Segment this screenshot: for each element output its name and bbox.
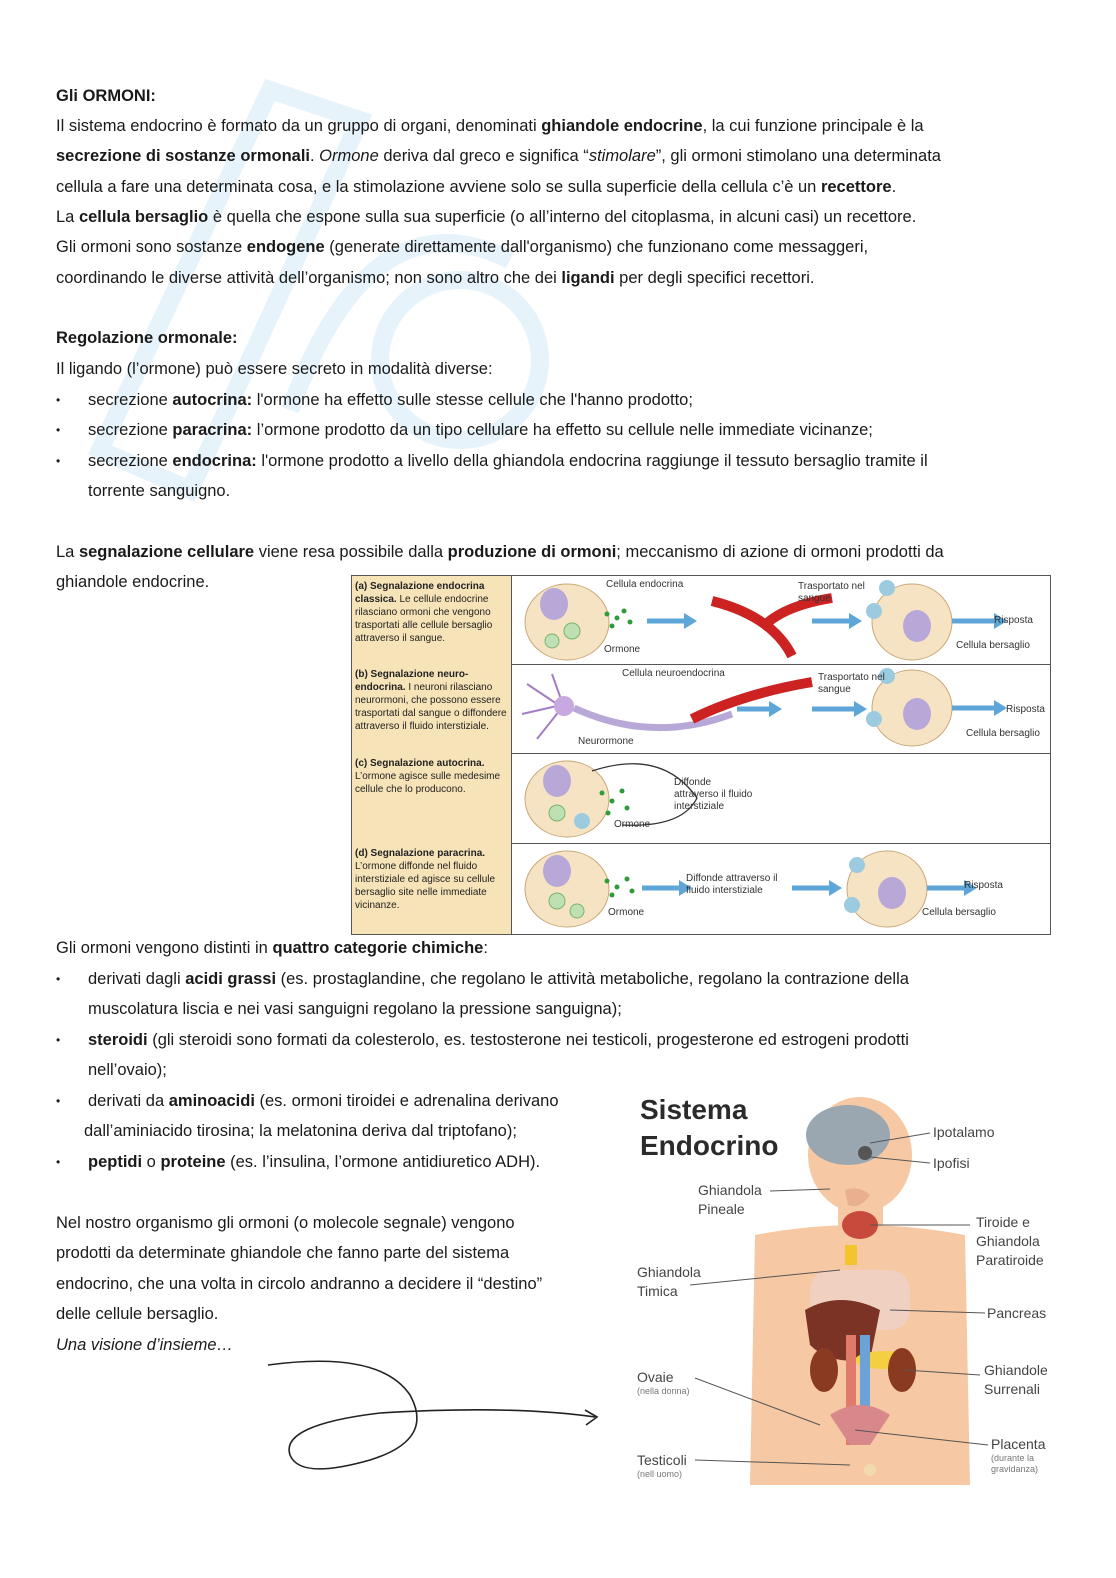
label-ormone: Ormone (608, 907, 645, 918)
label-ormone: Ormone (614, 819, 651, 830)
bullet-endocrina: secrezione endocrina: l'ormone prodotto a livello della ghiandola endocrina raggiunge il tessuto bersaglio tramite il (88, 452, 928, 470)
endocrine-system-illustration (630, 1085, 1070, 1485)
bullet: • (56, 972, 61, 986)
label-ghiandole-surrenali-2: Surrenali (984, 1381, 1041, 1397)
label-tiroide-3: Paratiroide (976, 1252, 1044, 1268)
label-cellula-bersaglio: Cellula bersaglio (966, 728, 1040, 739)
bullet: • (56, 1033, 61, 1047)
label-trasportato: Trasportato nel sangue (798, 581, 865, 604)
categoria-aminoacidi-cont: dall’aminiacido tirosina; la melatonina deriva dal triptofano); (84, 1122, 517, 1140)
categoria-peptidi: peptidi o proteine (es. l’insulina, l’ormone antidiuretico ADH). (88, 1153, 541, 1171)
label-ormone: Ormone (604, 644, 641, 655)
label-placenta-sub-2: gravidanza) (991, 1464, 1039, 1474)
label-cellula-endocrina: Cellula endocrina (606, 579, 684, 590)
label-testicoli-sub: (nell uomo) (637, 1469, 683, 1479)
bullet-paracrina: secrezione paracrina: l’ormone prodotto da un tipo cellulare ha effetto su cellule nelle immediate vicinanze; (88, 421, 873, 439)
hand-drawn-arrow (260, 1355, 610, 1495)
categoria-acidi-grassi: derivati dagli acidi grassi (es. prostaglandine, che regolano le attività metaboliche, regolano la contrazione della (88, 970, 909, 988)
intro-line-5: Gli ormoni sono sostanze endogene (generate direttamente dall'organismo) che funzionano come messaggeri, (56, 238, 869, 256)
watermark-logo (40, 30, 640, 550)
caption-b: (b) Segnalazione neuro-endocrina. I neuroni rilasciano neurormoni, che possono essere trasportati dal sangue o diffondere attraverso il fluido interstiziale. (352, 664, 512, 753)
label-testicoli: Testicoli (637, 1452, 687, 1468)
label-diffonde: Diffonde attraverso il fluido interstiziale (674, 777, 753, 812)
label-placenta-sub-1: (durante la (991, 1453, 1035, 1463)
bullet-endocrina-cont: torrente sanguigno. (88, 482, 231, 500)
label-pancreas: Pancreas (987, 1305, 1047, 1321)
intro-line-3: cellula a fare una determinata cosa, e la stimolazione avviene solo se sulla superficie della cellula c’è un recettore. (56, 178, 897, 196)
diagram-c (512, 753, 1050, 843)
categoria-acidi-grassi-cont: muscolatura liscia e nei vasi sanguigni regolano la pressione sanguigna); (88, 1000, 622, 1018)
label-neurormone: Neurormone (578, 736, 634, 747)
label-ghiandola-timica-1: Ghiandola (637, 1264, 701, 1280)
label-ovaie-sub: (nella donna) (637, 1386, 690, 1396)
intro-line-4: La cellula bersaglio è quella che espone sulla sua superficie (o all’interno del citoplasma, in alcuni casi) un recettore. (56, 208, 917, 226)
categoria-steroidi: steroidi (gli steroidi sono formati da colesterolo, es. testosterone nei testicoli, progesterone ed estrogeni prodotti (88, 1031, 909, 1049)
panel-paracrina (352, 843, 1050, 934)
label-diffonde: Diffonde attraverso il fluido interstiziale (686, 873, 778, 896)
categorie-lead: Gli ormoni vengono distinti in quattro categorie chimiche: (56, 939, 488, 957)
chiusura-line-4: delle cellule bersaglio. (56, 1305, 219, 1323)
label-trasportato: Trasportato nel sangue (818, 672, 885, 695)
segnalazione-line-1: La segnalazione cellulare viene resa possibile dalla produzione di ormoni; meccanismo di azione di ormoni prodotti da (56, 543, 944, 561)
panel-autocrina (352, 753, 1050, 844)
bullet: • (56, 1155, 61, 1169)
label-ipofisi: Ipofisi (933, 1155, 970, 1171)
chiusura-line-3: endocrino, che una volta in circolo andranno a decidere il “destino” (56, 1275, 543, 1293)
label-ipotalamo: Ipotalamo (933, 1124, 995, 1140)
panel-endocrina (352, 576, 1050, 665)
categoria-aminoacidi: derivati da aminoacidi (es. ormoni tiroidei e adrenalina derivano (88, 1092, 559, 1110)
label-risposta: Risposta (994, 615, 1033, 626)
label-tiroide-2: Ghiandola (976, 1233, 1040, 1249)
label-cellula-bersaglio: Cellula bersaglio (922, 907, 996, 918)
label-tiroide-1: Tiroide e (976, 1214, 1030, 1230)
segnalazione-line-2: ghiandole endocrine. (56, 573, 210, 591)
bullet: • (56, 423, 61, 437)
intro-line-2: secrezione di sostanze ormonali. Ormone deriva dal greco e significa “stimolare”, gli ormoni stimolano una determinata (56, 147, 941, 165)
label-ovaie: Ovaie (637, 1369, 674, 1385)
intro-line-1: Il sistema endocrino è formato da un gruppo di organi, denominati ghiandole endocrine, la cui funzione principale è la (56, 117, 924, 135)
section-heading-ormoni: Gli ORMONI: (56, 87, 156, 105)
label-cellula-bersaglio: Cellula bersaglio (956, 640, 1030, 651)
illustration-title-1: Sistema (640, 1094, 748, 1125)
bullet: • (56, 1094, 61, 1108)
label-ghiandole-surrenali-1: Ghiandole (984, 1362, 1048, 1378)
bullet-autocrina: secrezione autocrina: l'ormone ha effetto sulle stesse cellule che l'hanno prodotto; (88, 391, 693, 409)
caption-a: (a) Segnalazione endocrina classica. Le cellule endocrine rilasciano ormoni che vengono trasportati alle cellule bersaglio attraverso il sangue. (352, 576, 512, 664)
caption-c: (c) Segnalazione autocrina. L’ormone agisce sulle medesime cellule che lo producono. (352, 753, 512, 843)
label-ghiandola-pineale-1: Ghiandola (698, 1182, 762, 1198)
categoria-steroidi-cont: nell’ovaio); (88, 1061, 167, 1079)
bullet: • (56, 454, 61, 468)
signaling-figure (351, 575, 1051, 935)
label-ghiandola-timica-2: Timica (637, 1283, 678, 1299)
leader-lines (630, 1085, 1070, 1485)
illustration-title-2: Endocrino (640, 1130, 779, 1161)
intro-line-6: coordinando le diverse attività dell’organismo; non sono altro che dei ligandi per degli specifici recettori. (56, 269, 815, 287)
section-heading-regolazione: Regolazione ormonale: (56, 329, 238, 347)
panel-neuroendocrina (352, 664, 1050, 754)
label-ghiandola-pineale-2: Pineale (698, 1201, 745, 1217)
label-risposta: Risposta (964, 880, 1003, 891)
chiusura-line-1: Nel nostro organismo gli ormoni (o molecole segnale) vengono (56, 1214, 515, 1232)
regolazione-lead: Il ligando (l’ormone) può essere secreto in modalità diverse: (56, 360, 493, 378)
chiusura-line-2: prodotti da determinate ghiandole che fanno parte del sistema (56, 1244, 510, 1262)
label-cellula-neuroendocrina: Cellula neuroendocrina (622, 668, 725, 679)
caption-d: (d) Segnalazione paracrina. L’ormone diffonde nel fluido interstiziale ed agisce su cellule bersaglio site nelle immediate vicinanze. (352, 843, 512, 934)
chiusura-line-5: Una visione d’insieme… (56, 1336, 233, 1354)
label-placenta: Placenta (991, 1436, 1046, 1452)
label-risposta: Risposta (1006, 704, 1045, 715)
bullet: • (56, 393, 61, 407)
